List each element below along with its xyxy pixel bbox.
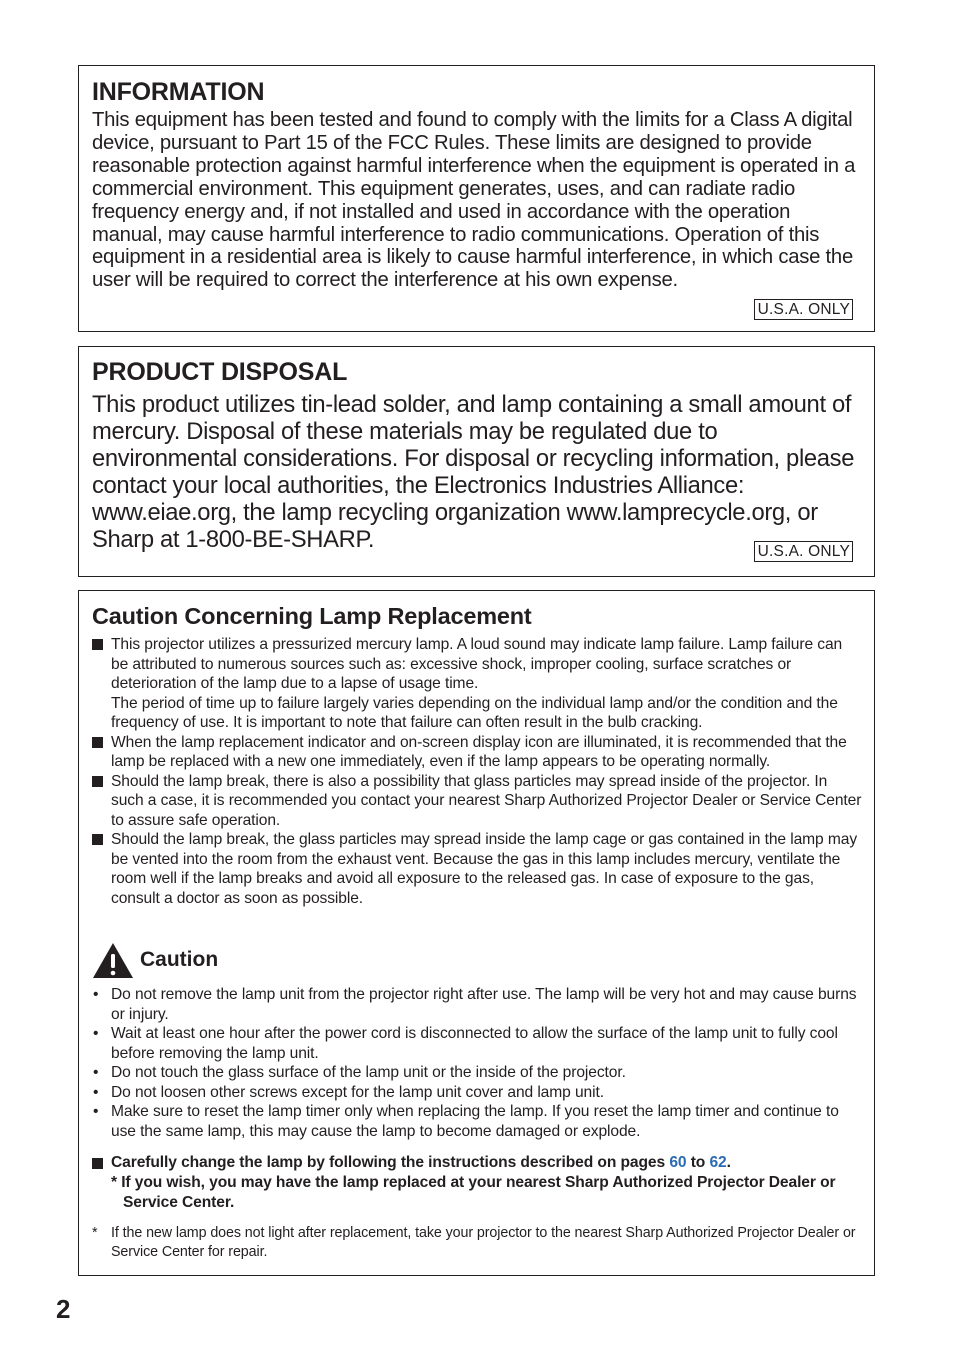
lamp-change-instruction [92,1153,861,1213]
warning-triangle-icon [92,942,134,979]
list-item-text: Do not loosen other screws except for the lamp unit cover and lamp unit. [111,1083,604,1101]
square-bullet-icon [92,639,103,650]
square-bullet-icon [92,737,103,748]
lamp-caution-title: Caution Concerning Lamp Replacement [92,603,532,629]
lamp-replacement-caution-box [78,590,875,1276]
list-item [92,635,863,733]
list-item-text: Should the lamp break, the glass particles may spread inside the lamp cage or gas contained in the lamp may be vented into the room from the exhaust vent. Because the gas in this lamp includes mercury, ventilate the room well if the lamp breaks and avoid all exposure to the released gas. In case of exposure to the gas, consult a doctor as soon as possible. [111,831,858,907]
bullet-dot-icon: • [93,1083,99,1101]
product-disposal-title: PRODUCT DISPOSAL [92,358,348,386]
bullet-dot-icon: • [93,986,99,1003]
caution-bullet-list [92,985,861,1141]
list-item [92,830,863,908]
list-item [92,1102,861,1141]
list-item [92,985,861,1024]
instruction-note: * If you wish, you may have the lamp replaced at your nearest Sharp Authorized Projector Dealer or Service Center. [111,1174,836,1211]
list-item [92,1083,861,1103]
lamp-caution-list [92,635,863,908]
list-item-text: Wait at least one hour after the power cord is disconnected to allow the surface of the lamp unit to fully cool before removing the lamp unit. [111,1025,838,1062]
region-badge: U.S.A. ONLY [754,541,853,562]
list-item-text: This projector utilizes a pressurized mercury lamp. A loud sound may indicate lamp failure. Lamp failure can be attributed to numerous sources such as: excessive shock, improper cooling, surface scratches or deterioration of the lamp due to a lapse of usage time. [111,636,843,692]
list-item [92,1024,861,1063]
page-link-62[interactable]: 62 [709,1154,727,1171]
bullet-dot-icon: • [93,1064,99,1081]
instruction-text: to [686,1154,710,1171]
list-item-text: When the lamp replacement indicator and on-screen display icon are illuminated, it is recommended that the lamp be replaced with a new one immediately, even if the lamp appears to be operating normally. [111,733,847,770]
page-link-60[interactable]: 60 [669,1154,687,1171]
list-item-text: Do not remove the lamp unit from the projector right after use. The lamp will be very hot and may cause burns or injury. [111,986,857,1023]
list-item-text: The period of time up to failure largely varies depending on the individual lamp and/or the condition and the frequency of use. It is important to note that failure can often result in the bulb cracking. [111,694,838,731]
list-item-text: Make sure to reset the lamp timer only when replacing the lamp. If you reset the lamp timer and continue to use the same lamp, this may cause the lamp to become damaged or explode. [111,1103,839,1140]
square-bullet-icon [92,776,103,787]
bullet-dot-icon: • [93,1025,99,1042]
page-number: 2 [56,1294,71,1324]
footnote-mark: * [92,1225,98,1241]
list-item [92,1063,861,1083]
instruction-text: Carefully change the lamp by following the instructions described on pages [111,1154,670,1171]
information-body: This equipment has been tested and found to comply with the limits for a Class A digital device, pursuant to Part 15 of the FCC Rules. These limits are designed to provide reasonable protection against harmful interference when the equipment is operated in a commercial environment. This equipment generates, uses, and can radiate radio frequency energy and, if not installed and used in accordance with the operation manual, may cause harmful interference to radio communications. Operation of this equipment in a residential area is likely to cause harmful interference, in which case the user will be required to correct the interference at his own expense. [92,109,856,292]
footnote [92,1224,861,1261]
region-badge: U.S.A. ONLY [754,299,853,320]
product-disposal-body: This product utilizes tin-lead solder, and lamp containing a small amount of mercury. Disposal of these materials may be regulated due to environmental considerations. For disposal or recycling information, please contact your local authorities, the Electronics Industries Alliance: www.eiae.org, the lamp recycling organization www.lamprecycle.org, or Sharp at 1-800-BE-SHARP. [92,391,855,554]
list-item-text: Should the lamp break, there is also a possibility that glass particles may spread inside of the projector. In such a case, it is recommended you contact your nearest Sharp Authorized Projector Dealer or Service Center to assure safe operation. [111,772,862,829]
list-item [92,733,863,772]
square-bullet-icon [92,1158,103,1169]
instruction-text: . [726,1154,731,1171]
footnote-text: If the new lamp does not light after replacement, take your projector to the nearest Sharp Authorized Projector Dealer or Service Center for repair. [111,1225,856,1260]
square-bullet-icon [92,834,103,845]
product-disposal-box [78,346,875,577]
bullet-dot-icon: • [93,1103,99,1120]
information-box [78,65,875,332]
caution-label: Caution [140,948,219,971]
list-item [92,772,863,831]
list-item-text: Do not touch the glass surface of the lamp unit or the inside of the projector. [111,1064,626,1081]
information-title: INFORMATION [92,78,265,106]
